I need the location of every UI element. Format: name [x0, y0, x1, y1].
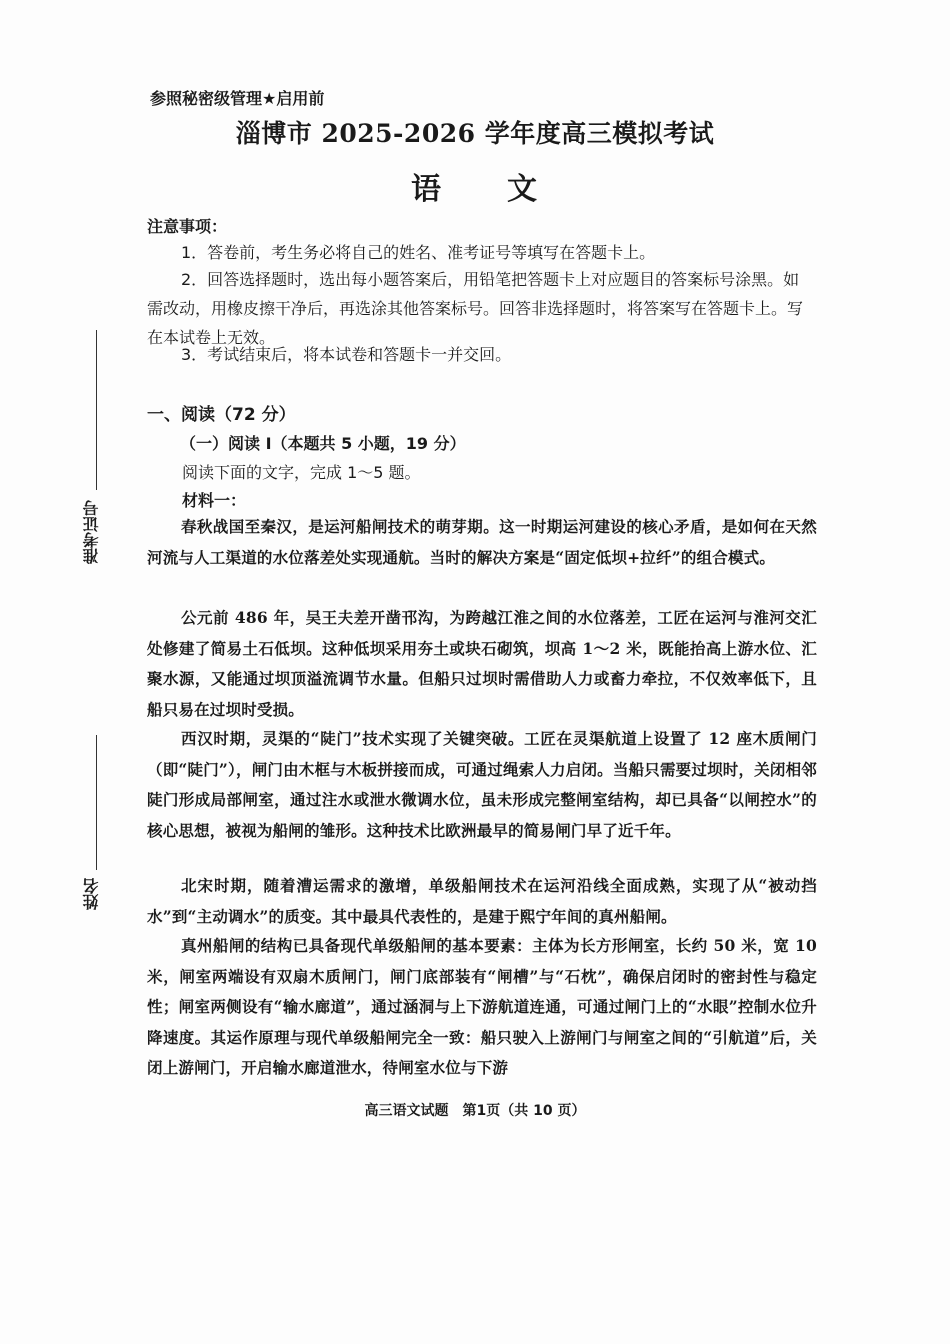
- notice-item-2: 2．回答选择题时，选出每小题答案后，用铅笔把答题卡上对应题目的答案标号涂黑。如需改动，用橡皮擦干净后，再选涂其他答案标号。回答非选择题时，将答案写在答题卡上。写在本试卷上无效。: [147, 270, 804, 347]
- section-heading: 一、阅读（72 分）: [147, 405, 296, 425]
- reading-instruction: 阅读下面的文字，完成 1～5 题。: [182, 463, 421, 482]
- material-heading: 材料一：: [182, 491, 247, 510]
- page-footer: 高三语文试题 第1页（共 10 页）: [364, 1103, 586, 1119]
- notice-item-3: 3．考试结束后，将本试卷和答题卡一并交回。: [181, 345, 512, 364]
- paragraph-1: 春秋战国至秦汉，是运河船闸技术的萌芽期。这一时期运河建设的核心矛盾，是如何在天然河流与人工渠道的水位落差处实现通航。当时的解决方案是“固定低坝+拉纤”的组合模式。: [147, 517, 817, 567]
- paragraph-5: 真州船闸的结构已具备现代单级船闸的基本要素：主体为长方形闸室，长约 50 米，宽 10 米，闸室两端设有双扇木质闸门，闸门底部装有“闸槽”与“石枕”，确保启闭时的密封性与稳定性；闸室两侧设有“输水廊道”，通过涵洞与上下游航道连通，可通过闸门上的“水眼”控制水位升降速度。其运作原理与现代单级船闸完全一致：船只驶入上游闸门与闸室之间的“引航道”后，关闭上游闸门，开启输水廊道泄水，待闸室水位与下游: [147, 936, 817, 1077]
- subject-title: 语 文: [411, 172, 539, 207]
- notice-item-1: 1．答卷前，考生务必将自己的姓名、准考证号等填写在答题卡上。: [181, 243, 656, 262]
- subsection-heading: （一）阅读 Ⅰ（本题共 5 小题，19 分）: [180, 434, 466, 453]
- exam-id-blank-line: [96, 330, 97, 490]
- paragraph-3: 西汉时期，灵渠的“陡门”技术实现了关键突破。工匠在灵渠航道上设置了 12 座木质闸门（即“陡门”），闸门由木框与木板拼接而成，可通过绳索人力启闭。当船只需要过坝时，关闭相邻陡门形成局部闸室，通过注水或泄水微调水位，虽未形成完整闸室结构，却已具备“以闸控水”的核心思想，被视为船闸的雏形。这种技术比欧洲最早的简易闸门早了近千年。: [147, 729, 817, 840]
- exam-title: 淄博市 2025-2026 学年度高三模拟考试: [235, 119, 715, 148]
- name-blank-line: [96, 735, 97, 870]
- confidential-note: 参照秘密级管理★启用前: [150, 89, 325, 108]
- name-label: 姓名: [82, 878, 101, 910]
- paragraph-4: 北宋时期，随着漕运需求的激增，单级船闸技术在运河沿线全面成熟，实现了从“被动挡水”到“主动调水”的质变。其中最具代表性的，是建于熙宁年间的真州船闸。: [147, 876, 817, 926]
- exam-id-label: 准考证号: [82, 500, 101, 564]
- paragraph-2: 公元前 486 年，吴王夫差开凿邗沟，为跨越江淮之间的水位落差，工匠在运河与淮河交汇处修建了简易土石低坝。这种低坝采用夯土或块石砌筑，坝高 1～2 米，既能抬高上游水位、汇聚水源，又能通过坝顶溢流调节水量。但船只过坝时需借助人力或畜力牵拉，不仅效率低下，且船只易在过坝时受损。: [147, 608, 817, 719]
- notice-heading: 注意事项：: [147, 217, 228, 236]
